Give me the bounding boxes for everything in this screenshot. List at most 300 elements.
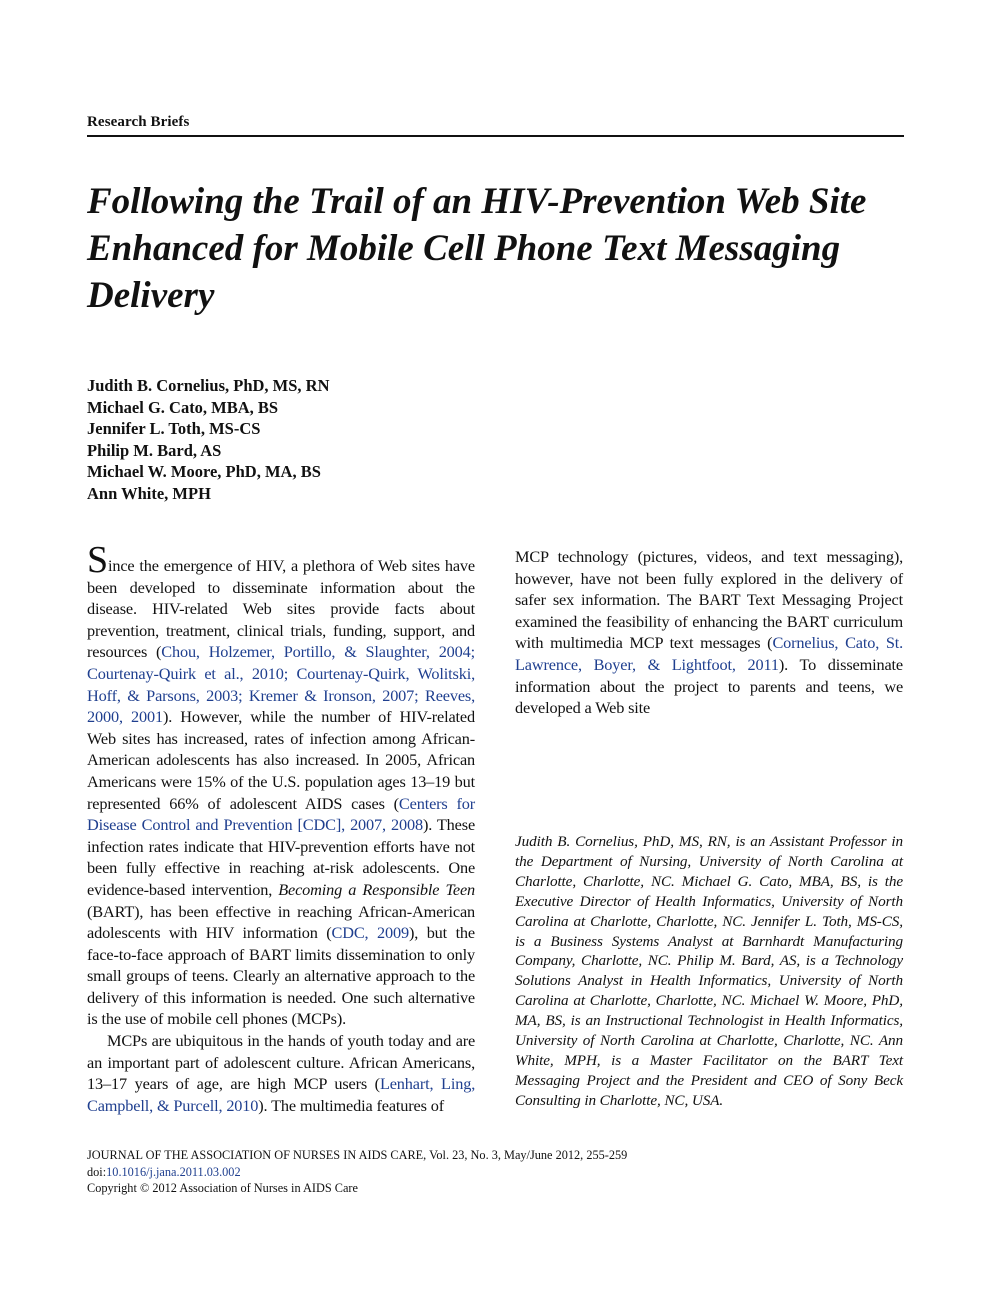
word: MCP bbox=[629, 633, 663, 653]
word bbox=[692, 590, 699, 609]
word: to bbox=[429, 944, 442, 964]
word: Americans, bbox=[401, 1052, 476, 1072]
word bbox=[209, 902, 216, 921]
word: dissemination bbox=[336, 944, 425, 964]
word: AIDS bbox=[304, 793, 343, 813]
word: enhancing bbox=[692, 611, 758, 631]
word: approach bbox=[375, 966, 435, 986]
word bbox=[220, 858, 229, 877]
word bbox=[433, 1074, 441, 1093]
word: population bbox=[304, 771, 373, 791]
word: 2011 bbox=[747, 654, 779, 674]
word: disseminate bbox=[827, 654, 903, 674]
article-title: Following the Trail of an HIV-Prevention Web Site Enhanced for Mobile Cell Phone Text Messaging Delivery bbox=[87, 181, 867, 316]
author-list bbox=[87, 375, 330, 505]
word bbox=[582, 655, 594, 674]
word: MCP bbox=[515, 547, 549, 566]
word bbox=[445, 621, 452, 640]
word: Responsible bbox=[362, 879, 440, 899]
word: Project bbox=[857, 590, 903, 610]
word bbox=[775, 590, 782, 609]
word: Ling, bbox=[441, 1074, 476, 1094]
word: 13–19 bbox=[410, 771, 451, 791]
word bbox=[796, 677, 806, 696]
word: provide bbox=[330, 599, 380, 619]
word: Ironson, bbox=[323, 685, 376, 705]
word: Kremer bbox=[248, 685, 298, 705]
author-name: Judith B. Cornelius, PhD, MS, RN bbox=[87, 376, 330, 395]
word: 2010 bbox=[226, 1095, 259, 1115]
word: al., bbox=[224, 663, 244, 683]
word: and bbox=[428, 1031, 452, 1051]
word: disseminate bbox=[232, 577, 308, 597]
word: Prevention bbox=[223, 815, 293, 835]
word: 2004; bbox=[438, 642, 476, 662]
word: in bbox=[277, 901, 291, 921]
word: Wolitski, bbox=[417, 663, 475, 683]
word: teens. bbox=[191, 966, 229, 986]
word: of bbox=[430, 1095, 445, 1115]
word: about bbox=[599, 676, 636, 696]
word bbox=[882, 569, 889, 588]
author-name: Ann White, MPH bbox=[87, 483, 211, 503]
word: alternative bbox=[304, 966, 372, 986]
word: African-American bbox=[358, 901, 476, 921]
word: been bbox=[87, 858, 118, 878]
word: Teen bbox=[445, 879, 476, 899]
word: ( bbox=[767, 633, 773, 653]
word: of bbox=[359, 556, 374, 575]
body-column-right bbox=[515, 546, 903, 719]
word: among bbox=[372, 728, 416, 748]
word bbox=[628, 547, 637, 566]
word: In bbox=[365, 750, 379, 770]
word bbox=[272, 599, 287, 618]
word: alternative bbox=[407, 987, 476, 1007]
word: of bbox=[378, 707, 392, 727]
word bbox=[342, 794, 351, 813]
word: One bbox=[448, 858, 476, 878]
word: hands bbox=[288, 1031, 326, 1051]
word: of bbox=[230, 771, 244, 791]
word: ( bbox=[326, 923, 332, 943]
word: Messaging bbox=[781, 590, 851, 610]
word: CDC, bbox=[331, 923, 369, 943]
word: information bbox=[515, 676, 591, 696]
word: culture. bbox=[296, 1052, 345, 1072]
word: the bbox=[293, 707, 314, 727]
word: African bbox=[348, 1052, 398, 1072]
word: but bbox=[426, 923, 448, 943]
word: HIV, bbox=[255, 556, 287, 575]
word: with bbox=[168, 923, 198, 943]
word: important bbox=[107, 1052, 170, 1072]
word bbox=[147, 642, 156, 661]
word: in bbox=[228, 858, 241, 878]
word: To bbox=[799, 654, 817, 674]
word bbox=[304, 858, 313, 877]
word bbox=[573, 569, 580, 588]
word: Web bbox=[377, 556, 407, 575]
word: the bbox=[247, 771, 268, 791]
word: Centers bbox=[398, 793, 448, 813]
word: African-American bbox=[87, 728, 476, 770]
word: the bbox=[455, 923, 476, 943]
word: The bbox=[666, 590, 692, 610]
word: age, bbox=[196, 1074, 223, 1094]
word bbox=[228, 599, 243, 618]
word bbox=[168, 1074, 176, 1093]
word: information bbox=[242, 923, 318, 943]
word: not bbox=[618, 568, 639, 588]
word: text bbox=[793, 547, 818, 566]
word bbox=[697, 547, 706, 566]
word bbox=[221, 794, 230, 813]
word: clinical bbox=[236, 620, 284, 640]
word: intervention, bbox=[191, 879, 273, 899]
word: Clearly bbox=[233, 966, 280, 986]
word: Lightfoot, bbox=[671, 654, 736, 674]
word bbox=[385, 794, 394, 813]
word: emergence bbox=[163, 556, 233, 575]
word bbox=[313, 707, 321, 726]
word bbox=[241, 858, 250, 877]
word: Disease bbox=[87, 815, 137, 835]
word bbox=[123, 707, 131, 726]
word: years bbox=[134, 1074, 169, 1094]
word: ), bbox=[408, 923, 419, 943]
word: adolescents bbox=[87, 923, 161, 943]
word: are bbox=[151, 1031, 172, 1051]
word: has bbox=[156, 728, 178, 748]
word: Holzemer, bbox=[208, 642, 275, 662]
body-column-left bbox=[87, 539, 476, 1116]
journal-footer bbox=[87, 1147, 627, 1197]
word bbox=[159, 621, 166, 640]
word: Portillo, bbox=[283, 642, 336, 662]
word: ubiquitous bbox=[175, 1031, 243, 1051]
author-name: Jennifer L. Toth, MS-CS bbox=[87, 419, 261, 439]
word: cell bbox=[215, 1009, 239, 1029]
word: 2009 bbox=[377, 923, 409, 943]
word: of bbox=[175, 1074, 190, 1094]
word bbox=[736, 655, 748, 674]
word: [CDC], bbox=[297, 815, 346, 835]
word: of bbox=[174, 966, 188, 986]
word: 13–17 bbox=[87, 1074, 127, 1094]
word bbox=[879, 633, 886, 652]
word: about bbox=[439, 599, 475, 619]
word: delivery bbox=[830, 568, 883, 588]
word: (MCPs). bbox=[291, 1009, 347, 1029]
word: number bbox=[321, 707, 371, 727]
word: face-to-face bbox=[87, 944, 163, 964]
word bbox=[660, 655, 672, 674]
program-name bbox=[278, 880, 475, 899]
word: sex bbox=[552, 590, 575, 610]
word bbox=[195, 578, 207, 597]
copyright-line: Copyright © 2012 Association of Nurses in AIDS Care bbox=[87, 1181, 358, 1195]
word: information bbox=[320, 577, 396, 597]
body-paragraph-2 bbox=[87, 1030, 475, 1116]
word bbox=[638, 569, 645, 588]
word: feasibility bbox=[606, 611, 670, 631]
word: delivery bbox=[87, 987, 140, 1007]
word: however, bbox=[515, 568, 574, 588]
word bbox=[718, 677, 728, 696]
word bbox=[788, 655, 799, 674]
word bbox=[660, 590, 667, 609]
word: an bbox=[284, 966, 300, 986]
word bbox=[816, 655, 828, 674]
word: information. bbox=[581, 590, 661, 610]
word: & bbox=[304, 685, 317, 705]
author-name: Michael W. Moore, PhD, MA, BS bbox=[87, 462, 321, 482]
word bbox=[418, 923, 427, 942]
word: 15% bbox=[196, 771, 226, 791]
word: multimedia bbox=[299, 1095, 373, 1115]
word bbox=[234, 923, 243, 942]
word: 2008 bbox=[390, 815, 423, 835]
word: funding, bbox=[332, 620, 387, 640]
word: while bbox=[250, 707, 286, 727]
word: been bbox=[178, 901, 209, 921]
word: messages bbox=[700, 633, 761, 653]
word: parents bbox=[749, 676, 796, 696]
word bbox=[200, 642, 209, 661]
word: effective bbox=[164, 858, 220, 878]
word: of bbox=[889, 568, 904, 588]
word bbox=[590, 677, 600, 696]
word bbox=[443, 578, 455, 597]
word bbox=[664, 677, 674, 696]
word: this bbox=[162, 987, 186, 1007]
word bbox=[409, 664, 417, 683]
word: 2005, bbox=[385, 750, 422, 770]
word: of bbox=[204, 1052, 219, 1072]
word: limits bbox=[295, 944, 332, 964]
word: high bbox=[257, 1074, 286, 1094]
word bbox=[430, 642, 439, 661]
word bbox=[220, 578, 232, 597]
word: videos, bbox=[706, 547, 752, 566]
word: infection bbox=[309, 728, 367, 748]
word: but bbox=[454, 771, 476, 791]
word: U.S. bbox=[271, 771, 301, 791]
word bbox=[242, 707, 250, 726]
word: only bbox=[446, 944, 476, 964]
word: the bbox=[139, 556, 159, 575]
word: 2001 bbox=[130, 707, 163, 727]
word: & bbox=[647, 654, 661, 674]
word: resources bbox=[87, 642, 148, 662]
word: the bbox=[455, 966, 476, 986]
word: are bbox=[455, 1031, 476, 1051]
word: & bbox=[156, 1095, 170, 1115]
word: of bbox=[150, 1009, 164, 1029]
word: of bbox=[230, 944, 245, 964]
word: Purcell, bbox=[173, 1095, 223, 1115]
word bbox=[275, 642, 284, 661]
word: of bbox=[329, 1031, 343, 1051]
word: the bbox=[264, 1031, 284, 1051]
word bbox=[318, 923, 327, 942]
word: not bbox=[454, 836, 476, 856]
word: examined bbox=[515, 611, 578, 631]
word: ). bbox=[162, 707, 173, 727]
word: Reeves, bbox=[424, 685, 476, 705]
word: use bbox=[124, 1009, 147, 1029]
word: trials, bbox=[290, 620, 327, 640]
word: Chou, bbox=[161, 642, 200, 662]
word: Becoming bbox=[278, 879, 343, 899]
word bbox=[447, 923, 456, 942]
word: have bbox=[580, 568, 611, 588]
word: The bbox=[271, 1095, 296, 1115]
word: evidence-based bbox=[87, 879, 186, 899]
word: of bbox=[207, 793, 221, 813]
word: explored bbox=[720, 568, 777, 588]
word: adolescent bbox=[229, 793, 297, 813]
word: in bbox=[783, 568, 797, 588]
word: increased, bbox=[183, 728, 248, 748]
word: sites bbox=[286, 599, 316, 619]
word: HIV-related bbox=[399, 707, 475, 727]
word: cases bbox=[351, 793, 385, 813]
word: Cato, bbox=[845, 633, 880, 653]
word: MCP bbox=[293, 1074, 327, 1094]
word: safer bbox=[515, 590, 546, 610]
word bbox=[172, 707, 180, 726]
word: These bbox=[436, 815, 476, 835]
word: 2000, bbox=[87, 707, 123, 727]
author-name: Michael G. Cato, MBA, BS bbox=[87, 397, 279, 417]
word bbox=[752, 547, 761, 566]
word bbox=[368, 923, 377, 942]
word bbox=[636, 655, 648, 674]
word: efforts bbox=[373, 836, 415, 856]
word: have bbox=[419, 836, 450, 856]
word: However, bbox=[180, 707, 243, 727]
word: the bbox=[101, 1009, 121, 1029]
section-label: Research Briefs bbox=[87, 114, 190, 130]
word: adolescent bbox=[223, 1052, 291, 1072]
word: HIV bbox=[205, 923, 234, 943]
word bbox=[713, 569, 720, 588]
word bbox=[271, 902, 278, 921]
word: in bbox=[247, 1031, 260, 1051]
word: ). bbox=[258, 1095, 268, 1115]
header-rule bbox=[87, 135, 904, 137]
word: users bbox=[334, 1074, 368, 1094]
word: ). bbox=[778, 654, 789, 674]
word: the bbox=[581, 611, 602, 631]
word: information bbox=[191, 987, 267, 1007]
word: been bbox=[645, 568, 676, 588]
word: a bbox=[584, 698, 592, 718]
word: technology bbox=[557, 547, 629, 566]
word bbox=[663, 633, 670, 652]
word: HIV-related bbox=[152, 599, 228, 619]
word bbox=[335, 642, 344, 661]
word bbox=[740, 677, 750, 696]
word bbox=[829, 677, 839, 696]
word bbox=[367, 1074, 375, 1093]
drop-cap: S bbox=[87, 539, 108, 581]
word: part bbox=[174, 1052, 200, 1072]
word: messaging), bbox=[826, 547, 904, 566]
word bbox=[216, 664, 224, 683]
word: project bbox=[674, 676, 719, 696]
word: teens, bbox=[838, 676, 875, 696]
word bbox=[611, 569, 618, 588]
word bbox=[230, 621, 237, 640]
word: sites bbox=[411, 556, 440, 575]
citation-link[interactable] bbox=[332, 923, 409, 942]
word: plethora bbox=[302, 556, 356, 575]
word bbox=[197, 923, 206, 942]
word: an bbox=[87, 1052, 103, 1072]
word bbox=[546, 590, 553, 609]
word: Cornelius, bbox=[772, 633, 839, 653]
word: has bbox=[235, 750, 258, 770]
word: have bbox=[444, 556, 475, 575]
word: ( bbox=[374, 1074, 380, 1094]
word bbox=[776, 569, 783, 588]
word bbox=[156, 858, 165, 877]
word: of bbox=[290, 728, 304, 748]
word: to bbox=[207, 577, 220, 597]
word: represented bbox=[87, 793, 161, 813]
word: ( bbox=[393, 793, 399, 813]
word: today bbox=[388, 1031, 424, 1051]
word: facts bbox=[394, 599, 425, 619]
word: BART bbox=[786, 611, 829, 631]
word: treatment, bbox=[165, 620, 230, 640]
word: St. bbox=[885, 633, 904, 653]
doi-link[interactable]: 10.1016/j.jana.2011.03.002 bbox=[106, 1164, 241, 1179]
word: (BART), bbox=[87, 901, 144, 921]
word: One bbox=[341, 987, 369, 1007]
word bbox=[315, 599, 330, 618]
word: text bbox=[669, 633, 694, 653]
word bbox=[117, 858, 126, 877]
word: to bbox=[727, 676, 741, 696]
word bbox=[127, 1074, 135, 1093]
word: are bbox=[230, 1074, 250, 1094]
word: for bbox=[456, 793, 476, 813]
word bbox=[199, 794, 208, 813]
word: about bbox=[407, 577, 444, 597]
author-bio: Judith B. Cornelius, PhD, MS, RN, is an Assistant Professor in the Department of Nursing, University of North Carolina at Charlotte, Charlotte, NC. Michael G. Cato, MBA, BS, is the Executive Director of Health Informatics, University of North Carolina at Charlotte, Charlotte, NC. Jennifer L. Toth, MS-CS, is a Business Systems Analyst at Barnhardt Manufacturing Company, Charlotte, NC. Philip M. Bard, AS, is a Technology Solutions Analyst in Health Informatics, University of North Carolina at Charlotte, Charlotte, NC. Michael W. Moore, PhD, MA, BS, is an Instructional Technologist in Health Informatics, University of North Carolina at Charlotte, Charlotte, NC. Ann White, MPH, is a Master Facilitator on the BART Text Messaging Project and the President and CEO of Sony Beck Consulting in Charlotte, NC, USA. bbox=[515, 833, 903, 1109]
word: such bbox=[373, 987, 403, 1007]
word: features bbox=[376, 1095, 427, 1115]
word: reaching bbox=[249, 858, 305, 878]
word: et bbox=[204, 663, 216, 683]
word: support, bbox=[393, 620, 446, 640]
word: Lenhart, bbox=[379, 1074, 434, 1094]
word: HIV-prevention bbox=[267, 836, 369, 856]
word bbox=[424, 599, 439, 618]
word: groups bbox=[126, 966, 170, 986]
word: at-risk bbox=[313, 858, 354, 878]
word: needed. bbox=[287, 987, 337, 1007]
word: disease. bbox=[87, 599, 137, 619]
word: BART bbox=[698, 590, 741, 610]
word: approach bbox=[167, 944, 227, 964]
word bbox=[117, 578, 129, 597]
word: and bbox=[805, 676, 829, 696]
